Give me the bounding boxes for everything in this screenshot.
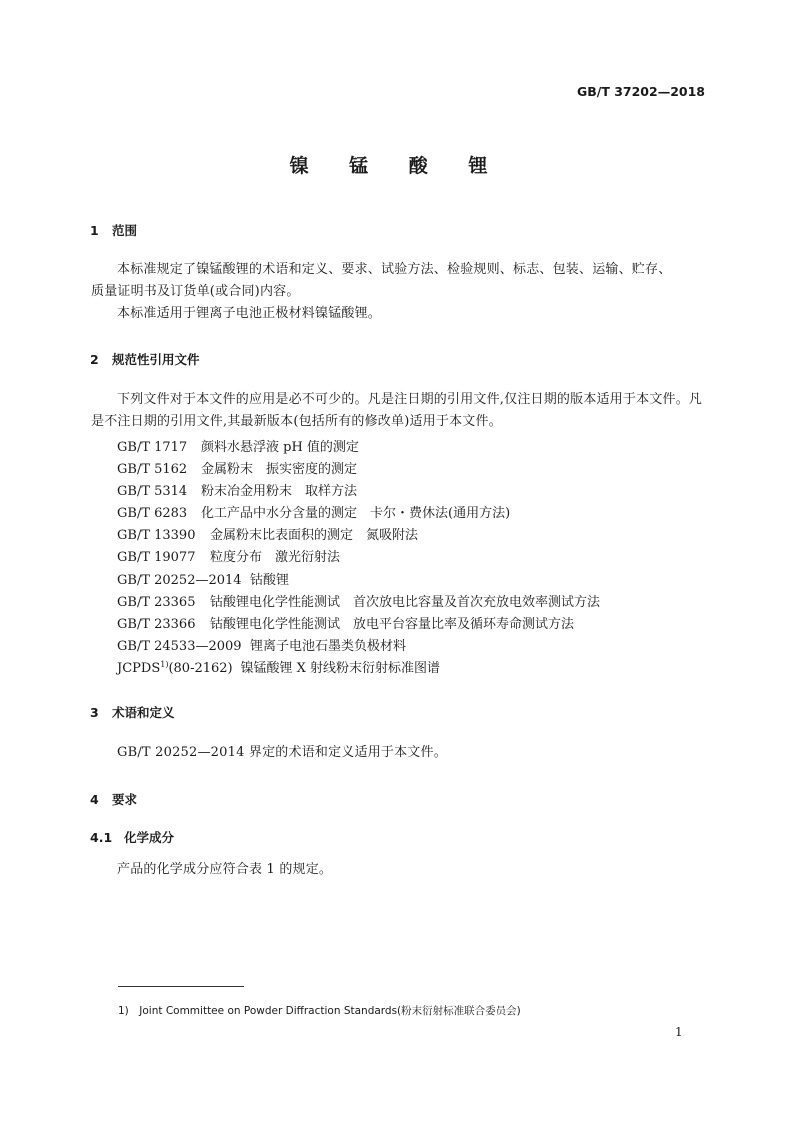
reference-name: 钴酸锂电化学性能测试 放电平台容量比率及循环寿命测试方法 <box>210 617 575 632</box>
page-number: 1 <box>675 1025 683 1039</box>
scope-paragraph-2: 本标准适用于锂离子电池正极材料镍锰酸锂。 <box>117 306 382 321</box>
reference-item <box>117 502 510 521</box>
scope-paragraph-1: 本标准规定了镍锰酸锂的术语和定义、要求、试验方法、检验规则、标志、包装、运输、贮存、质量证明书及订货单(或合同)内容。 <box>91 262 672 299</box>
reference-code: GB/T 5314 <box>117 484 188 499</box>
reference-code: GB/T 23365 <box>117 595 196 610</box>
reference-item <box>117 480 357 499</box>
reference-name: 化工产品中水分含量的测定 卡尔・费休法(通用方法) <box>201 506 511 521</box>
reference-name: 粒度分布 激光衍射法 <box>210 550 341 565</box>
reference-item-jcpds <box>117 657 440 676</box>
reference-item <box>117 524 418 543</box>
subsection-title: 化学成分 <box>124 830 175 845</box>
reference-code: GB/T 1717 <box>117 440 188 455</box>
reference-name: 粉末冶金用粉末 取样方法 <box>201 484 358 499</box>
reference-item <box>117 546 340 565</box>
reference-item <box>117 591 600 610</box>
reference-code: GB/T 20252—2014 <box>117 573 242 588</box>
section-3-heading <box>90 703 175 721</box>
reference-name: 钴酸锂电化学性能测试 首次放电比容量及首次充放电效率测试方法 <box>210 595 601 610</box>
reference-item <box>117 436 359 455</box>
reference-item <box>117 635 406 654</box>
section-number: 2 <box>90 352 99 367</box>
reference-code: GB/T 5162 <box>117 462 188 477</box>
reference-number: (80-2162) <box>168 661 233 676</box>
document-title: 镍 锰 酸 锂 <box>289 155 505 177</box>
section-2-heading <box>90 350 200 368</box>
section-number: 3 <box>90 705 99 720</box>
reference-name: 镍锰酸锂 X 射线粉末衍射标准图谱 <box>240 661 440 676</box>
reference-name: 颜料水悬浮液 pH 值的测定 <box>201 440 359 455</box>
subsection-number: 4.1 <box>90 830 113 845</box>
normative-references-intro: 下列文件对于本文件的应用是必不可少的。凡是注日期的引用文件,仅注日期的版本适用于本文件。凡是不注日期的引用文件,其最新版本(包括所有的修改单)适用于本文件。 <box>91 392 703 429</box>
standard-code: GB/T 37202—2018 <box>576 84 705 99</box>
reference-code: JCPDS <box>117 661 161 676</box>
reference-item <box>117 569 289 588</box>
section-title: 要求 <box>112 792 138 807</box>
footnote-marker: 1) <box>160 660 169 669</box>
reference-code: GB/T 24533—2009 <box>117 639 242 654</box>
section-title: 范围 <box>112 223 138 238</box>
terms-paragraph: GB/T 20252—2014 界定的术语和定义适用于本文件。 <box>117 745 447 760</box>
reference-code: GB/T 23366 <box>117 617 196 632</box>
section-4-heading <box>90 790 137 808</box>
footnote: 1) Joint Committee on Powder Diffraction Standards(粉末衍射标准联合委员会) <box>118 1005 521 1017</box>
reference-code: GB/T 19077 <box>117 550 196 565</box>
reference-name: 钴酸锂 <box>250 573 290 588</box>
section-title: 规范性引用文件 <box>112 352 200 367</box>
footnote-divider <box>118 986 244 987</box>
reference-name: 金属粉末 振实密度的测定 <box>201 462 358 477</box>
reference-code: GB/T 13390 <box>117 528 196 543</box>
reference-item <box>117 613 574 632</box>
section-number: 4 <box>90 792 99 807</box>
section-1-heading <box>90 221 137 239</box>
section-title: 术语和定义 <box>112 705 175 720</box>
chemical-composition-paragraph: 产品的化学成分应符合表 1 的规定。 <box>117 862 333 877</box>
section-number: 1 <box>90 223 99 238</box>
reference-code: GB/T 6283 <box>117 506 188 521</box>
reference-name: 锂离子电池石墨类负极材料 <box>250 639 407 654</box>
subsection-4-1-heading <box>90 828 174 846</box>
reference-item <box>117 458 357 477</box>
reference-name: 金属粉末比表面积的测定 氮吸附法 <box>210 528 419 543</box>
